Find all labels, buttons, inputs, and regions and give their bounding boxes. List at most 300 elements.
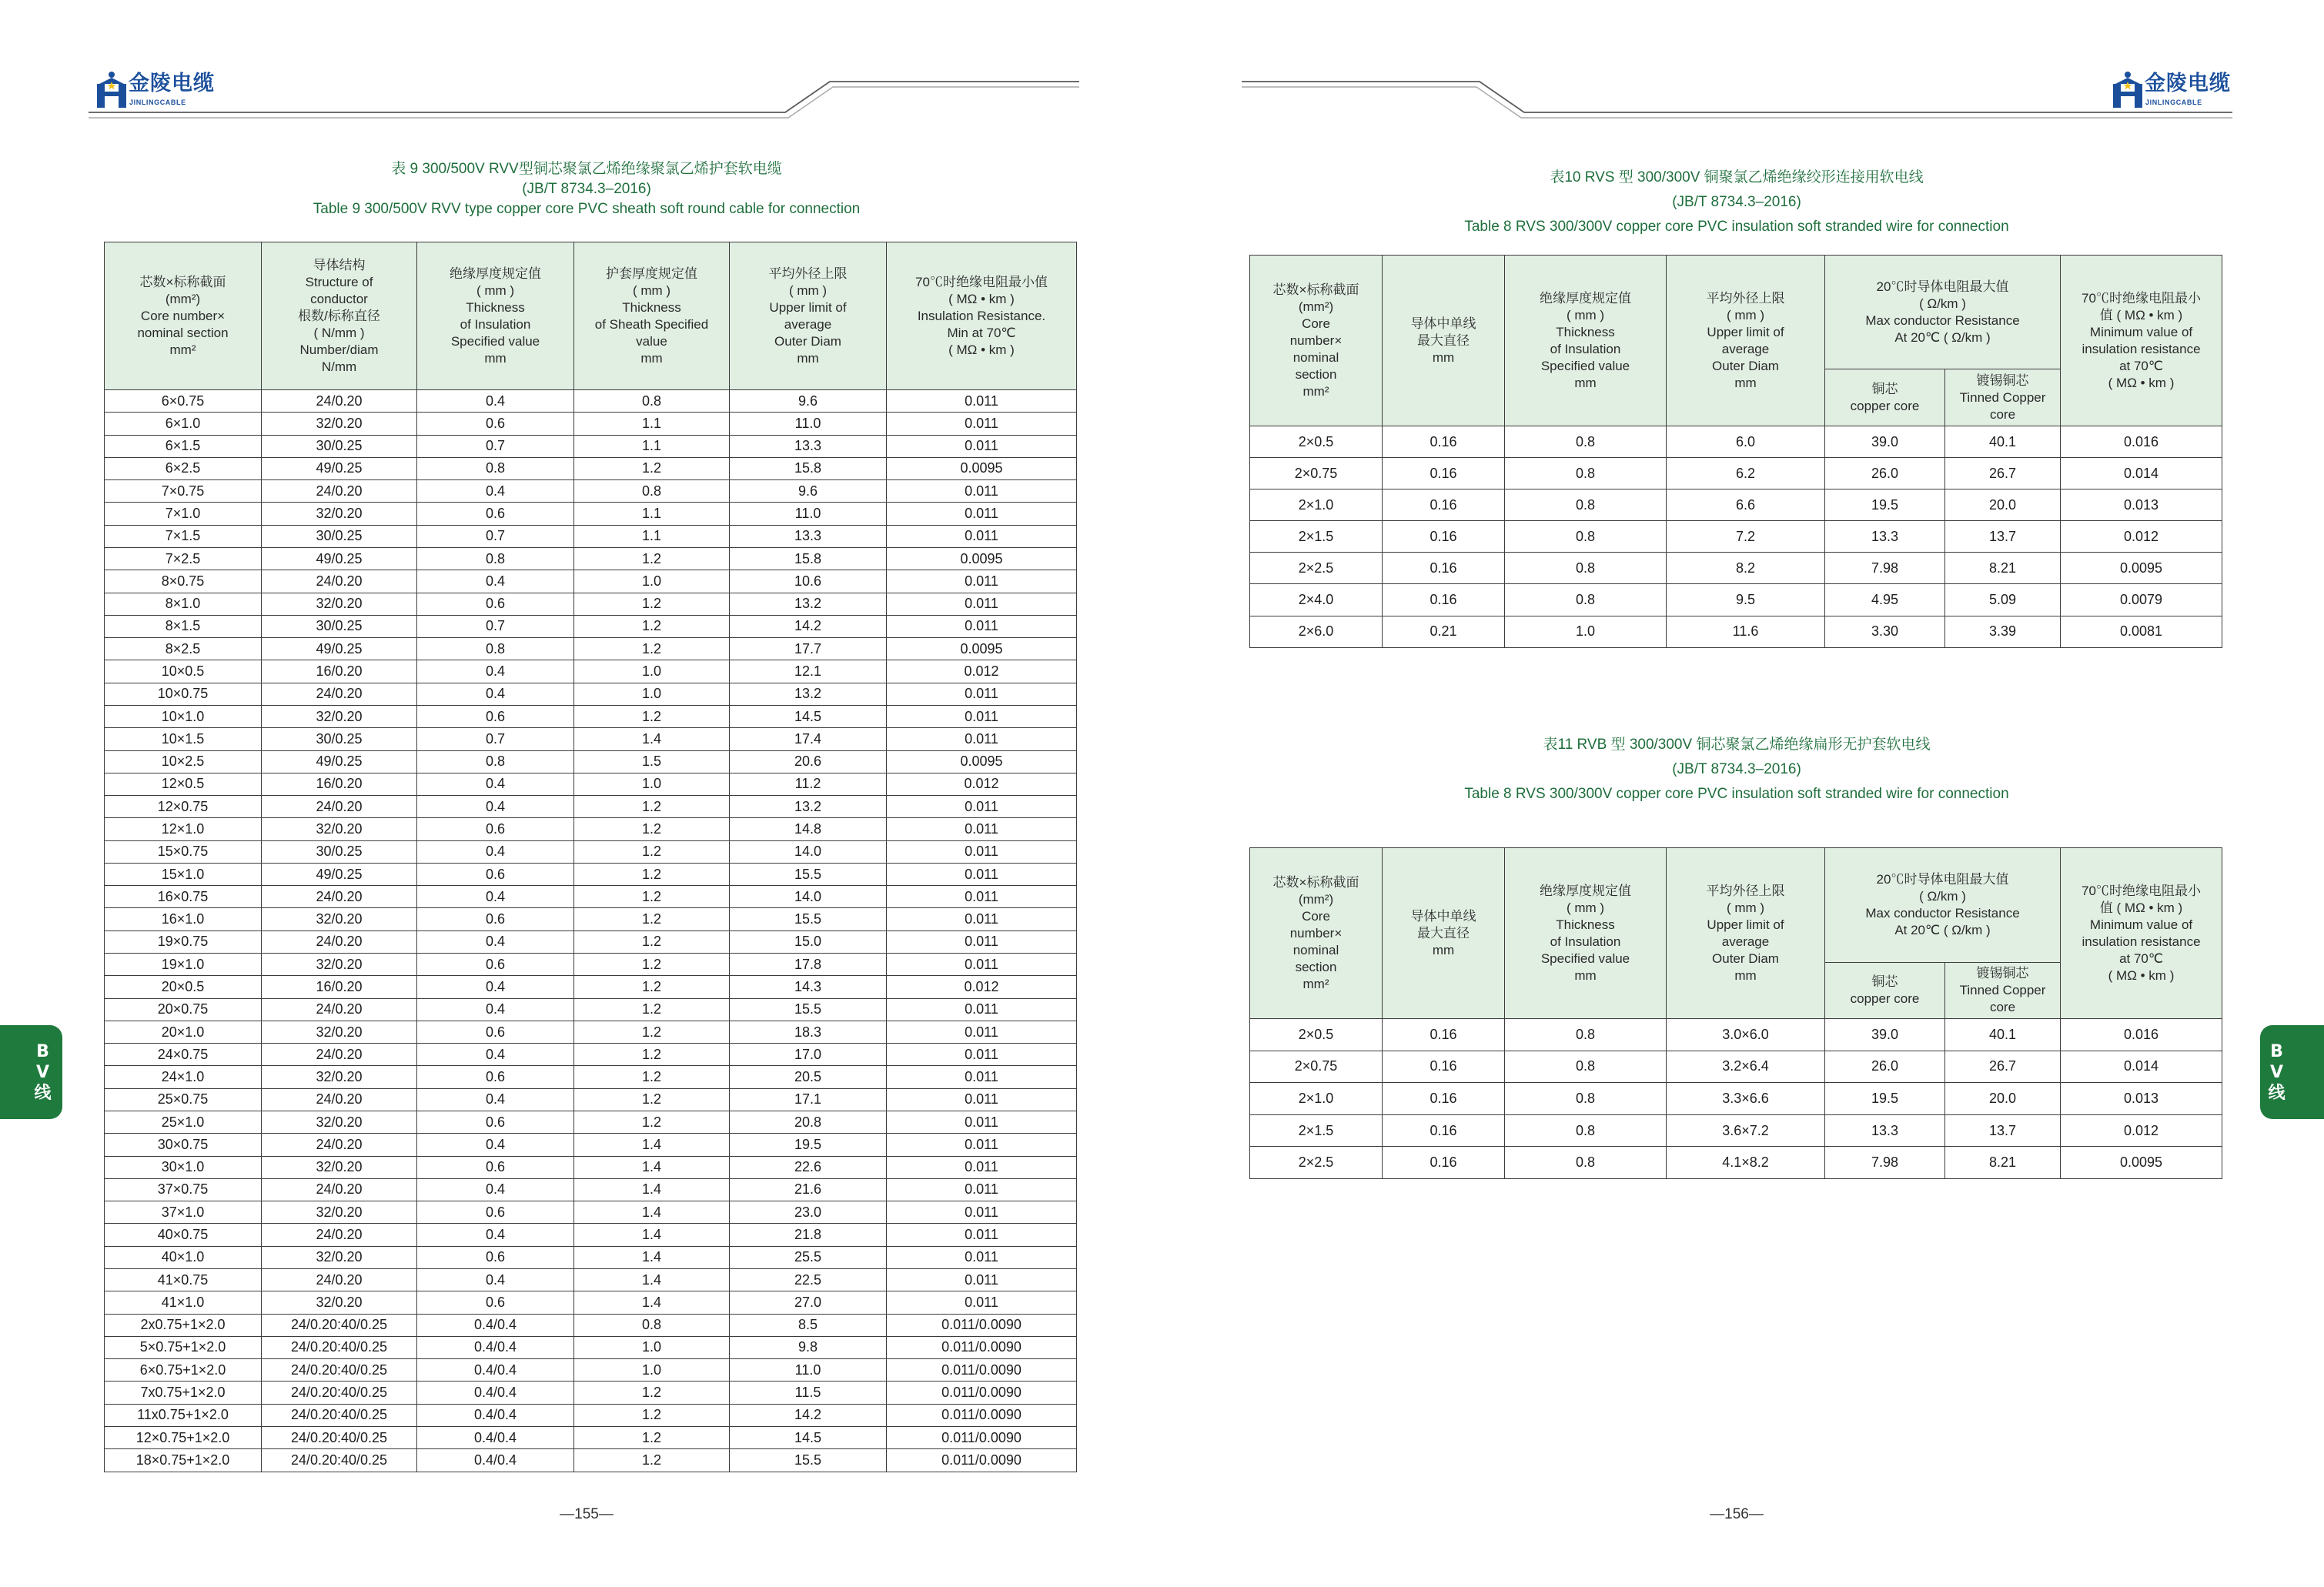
table-row <box>105 1336 1077 1358</box>
table-cell: 24/0.20 <box>262 1178 417 1201</box>
table-cell: 0.4 <box>417 886 574 908</box>
table-cell: 0.8 <box>417 750 574 773</box>
table-cell: 0.011 <box>887 480 1077 503</box>
table-cell: 7×1.0 <box>105 503 262 525</box>
header-line: Thickness <box>1556 917 1615 932</box>
table-cell: 2×2.5 <box>1250 1147 1383 1179</box>
table-cell: 14.2 <box>730 1404 887 1426</box>
header-line: nominal section <box>137 325 229 340</box>
table-cell: 0.011 <box>887 886 1077 908</box>
table-cell: 2×2.5 <box>1250 553 1383 584</box>
table-header-cell <box>1505 256 1667 426</box>
table-cell: 15.8 <box>730 457 887 479</box>
table-cell: 0.21 <box>1383 616 1505 647</box>
table-cell: 19.5 <box>730 1134 887 1156</box>
table-cell: 1.4 <box>574 1156 730 1178</box>
table-head <box>105 242 1077 390</box>
table-row <box>105 435 1077 457</box>
table-row <box>105 1111 1077 1134</box>
header-line: 镀锡铜芯 <box>1976 373 2029 388</box>
table-cell: 3.2×6.4 <box>1667 1051 1825 1083</box>
title-standard: (JB/T 8734.3–2016) <box>1672 194 1801 210</box>
header-line: number× <box>1289 332 1343 348</box>
table-cell: 11.0 <box>730 413 887 435</box>
table-cell: 20×0.5 <box>105 976 262 998</box>
table-cell: 0.4 <box>417 1044 574 1066</box>
header-line: Outer Diam <box>1712 358 1779 373</box>
table-cell: 1.0 <box>574 683 730 705</box>
table-cell: 8×0.75 <box>105 570 262 593</box>
table-cell: 0.014 <box>2061 1051 2222 1083</box>
header-line: 20℃时导体电阻最大值 <box>1876 872 2009 887</box>
table-cell: 6×0.75 <box>105 390 262 413</box>
table-cell: 26.7 <box>1945 458 2061 489</box>
table-cell: 0.8 <box>1505 584 1667 616</box>
table-cell: 14.3 <box>730 976 887 998</box>
table-cell: 0.011 <box>887 796 1077 818</box>
table-row <box>105 954 1077 976</box>
table-row <box>105 480 1077 503</box>
table-cell: 0.4 <box>417 1224 574 1246</box>
table-cell: 24/0.20 <box>262 480 417 503</box>
header-line: Structure of <box>305 274 373 289</box>
table-cell: 30×0.75 <box>105 1134 262 1156</box>
table-row <box>105 1426 1077 1448</box>
table-row <box>105 886 1077 908</box>
table-row <box>1250 1114 2222 1147</box>
table-header-cell <box>1825 256 2061 369</box>
table-cell: 1.4 <box>574 1201 730 1224</box>
table-cell: 0.013 <box>2061 489 2222 521</box>
table-cell: 2x0.75+1×2.0 <box>105 1314 262 1336</box>
table-cell: 0.16 <box>1383 1019 1505 1051</box>
table-cell: 26.7 <box>1945 1051 2061 1083</box>
table-cell: 0.8 <box>1505 1019 1667 1051</box>
header-line: conductor <box>310 291 368 306</box>
side-tab-letter: 线 <box>2268 1083 2286 1103</box>
table-cell: 2×1.0 <box>1250 489 1383 521</box>
table-cell: 0.011/0.0090 <box>887 1314 1077 1336</box>
table-cell: 0.011 <box>887 1268 1077 1291</box>
table-cell: 3.3×6.6 <box>1667 1083 1825 1115</box>
header-line: ( Ω/km ) <box>1919 889 1966 904</box>
table-cell: 0.011 <box>887 998 1077 1021</box>
table-cell: 0.16 <box>1383 1051 1505 1083</box>
table-cell: 0.8 <box>1505 521 1667 553</box>
table-cell: 20×0.75 <box>105 998 262 1021</box>
table-cell: 40.1 <box>1945 1019 2061 1051</box>
table-cell: 24×1.0 <box>105 1066 262 1088</box>
table-cell: 0.4/0.4 <box>417 1382 574 1404</box>
table-cell: 32/0.20 <box>262 503 417 525</box>
table-cell: 32/0.20 <box>262 908 417 930</box>
table-cell: 7×2.5 <box>105 547 262 570</box>
table-cell: 24/0.20 <box>262 886 417 908</box>
side-tab-letter: V <box>35 1062 50 1082</box>
header-line: at 70℃ <box>2119 951 2163 966</box>
table-cell: 0.4/0.4 <box>417 1426 574 1448</box>
table-cell: 30×1.0 <box>105 1156 262 1178</box>
table-cell: 20.0 <box>1945 489 2061 521</box>
table-header-row <box>1250 848 2222 963</box>
table-cell: 7×0.75 <box>105 480 262 503</box>
table-cell: 20.0 <box>1945 1083 2061 1115</box>
table-cell: 0.6 <box>417 1156 574 1178</box>
table-cell: 0.011 <box>887 705 1077 727</box>
table-cell: 2×6.0 <box>1250 616 1383 647</box>
table-cell: 0.8 <box>1505 1083 1667 1115</box>
table-cell: 8.21 <box>1945 553 2061 584</box>
brand-name-en: JINLINGCABLE <box>2145 99 2202 106</box>
table-cell: 0.012 <box>887 773 1077 795</box>
table-cell: 16/0.20 <box>262 773 417 795</box>
table-cell: 0.6 <box>417 1291 574 1314</box>
header-line: Number/diam <box>299 342 379 357</box>
table-cell: 1.0 <box>574 570 730 593</box>
table-cell: 1.2 <box>574 1382 730 1404</box>
header-line: ( MΩ • km ) <box>948 342 1015 357</box>
table-cell: 13.3 <box>1825 521 1945 553</box>
table-cell: 0.16 <box>1383 584 1505 616</box>
table-cell: 49/0.25 <box>262 863 417 885</box>
table-cell: 24/0.20:40/0.25 <box>262 1404 417 1426</box>
table-cell: 7x0.75+1×2.0 <box>105 1382 262 1404</box>
table-cell: 7.98 <box>1825 1147 1945 1179</box>
header-line: Thickness <box>622 299 681 315</box>
table-cell: 14.5 <box>730 705 887 727</box>
table-cell: 0.6 <box>417 1066 574 1088</box>
table-cell: 1.4 <box>574 1291 730 1314</box>
table-cell: 0.0095 <box>887 457 1077 479</box>
table-cell: 15.5 <box>730 863 887 885</box>
table-cell: 0.011 <box>887 1201 1077 1224</box>
header-line: Upper limit of <box>769 299 847 315</box>
table-cell: 24/0.20 <box>262 930 417 953</box>
header-line: Core <box>1302 316 1330 331</box>
table-cell: 1.4 <box>574 1224 730 1246</box>
header-line: mm² <box>1302 383 1329 399</box>
table-cell: 0.16 <box>1383 458 1505 489</box>
header-rule-line <box>1242 82 2232 112</box>
header-line: section <box>1295 366 1337 382</box>
table-cell: 16/0.20 <box>262 660 417 683</box>
header-line: of Insulation <box>1550 934 1621 949</box>
table-row <box>1250 458 2222 489</box>
table-row <box>105 525 1077 547</box>
table-cell: 0.16 <box>1383 521 1505 553</box>
table-cell: 0.011 <box>887 1021 1077 1043</box>
header-line: Minimum value of <box>2089 324 2193 339</box>
table-row <box>1250 489 2222 521</box>
header-line: 平均外径上限 <box>1706 883 1785 898</box>
table-cell: 0.4 <box>417 773 574 795</box>
table-header-cell <box>1667 256 1825 426</box>
header-line: mm <box>1432 942 1455 957</box>
brand-name-cn: 金陵电缆 <box>2145 72 2231 95</box>
table-cell: 21.8 <box>730 1224 887 1246</box>
table-row <box>105 1044 1077 1066</box>
header-line: mm <box>484 350 507 366</box>
header-line: At 20℃ ( Ω/km ) <box>1894 329 1991 345</box>
table-cell: 17.4 <box>730 728 887 750</box>
table-cell: 0.8 <box>1505 426 1667 458</box>
table-cell: 1.4 <box>574 1246 730 1268</box>
table-cell: 24/0.20 <box>262 1134 417 1156</box>
table-cell: 30/0.25 <box>262 525 417 547</box>
table-cell: 10×0.5 <box>105 660 262 683</box>
header-line: mm <box>640 350 663 366</box>
table-cell: 20×1.0 <box>105 1021 262 1043</box>
header-line: ( MΩ • km ) <box>2108 967 2175 983</box>
table-cell: 0.0095 <box>2061 553 2222 584</box>
table-cell: 24/0.20:40/0.25 <box>262 1314 417 1336</box>
table-row <box>105 593 1077 615</box>
table-cell: 6×0.75+1×2.0 <box>105 1359 262 1382</box>
rvs-spec-table <box>1249 255 2222 648</box>
table-cell: 12×1.0 <box>105 818 262 840</box>
table-cell: 8×1.5 <box>105 615 262 637</box>
table-cell: 24/0.20:40/0.25 <box>262 1336 417 1358</box>
table-row <box>1250 426 2222 458</box>
table-cell: 0.011 <box>887 683 1077 705</box>
header-line: mm <box>797 350 819 366</box>
table-cell: 0.4 <box>417 1134 574 1156</box>
table-cell: 0.011 <box>887 930 1077 953</box>
table-cell: 1.2 <box>574 1449 730 1472</box>
table-row <box>105 1246 1077 1268</box>
table-cell: 0.016 <box>2061 1019 2222 1051</box>
table-head <box>1250 256 2222 426</box>
table-cell: 14.0 <box>730 840 887 863</box>
table-cell: 39.0 <box>1825 426 1945 458</box>
table-cell: 1.5 <box>574 750 730 773</box>
table-row <box>105 705 1077 727</box>
table-cell: 16×0.75 <box>105 886 262 908</box>
table-cell: 1.0 <box>574 660 730 683</box>
header-line: mm <box>1734 967 1757 983</box>
table-cell: 1.2 <box>574 1426 730 1448</box>
table-cell: 0.012 <box>2061 521 2222 553</box>
table-header-cell <box>1945 963 2061 1019</box>
table-cell: 26.0 <box>1825 458 1945 489</box>
side-tab-letter: B <box>36 1041 49 1061</box>
table-header-cell <box>730 242 887 390</box>
table-cell: 10×2.5 <box>105 750 262 773</box>
table-cell: 0.011 <box>887 390 1077 413</box>
header-line: mm² <box>1302 976 1329 991</box>
table-cell: 1.1 <box>574 435 730 457</box>
table-cell: 0.011 <box>887 1066 1077 1088</box>
table-row <box>105 660 1077 683</box>
table-cell: 0.4/0.4 <box>417 1314 574 1336</box>
table-cell: 23.0 <box>730 1201 887 1224</box>
table-cell: 0.8 <box>574 480 730 503</box>
table-cell: 0.011 <box>887 1044 1077 1066</box>
header-line: 值 ( MΩ • km ) <box>2099 307 2183 322</box>
table-header-cell <box>1250 848 1383 1019</box>
table-row <box>1250 584 2222 616</box>
page-number: —156— <box>1710 1506 1764 1522</box>
table-cell: 41×0.75 <box>105 1268 262 1291</box>
table-cell: 15.5 <box>730 1449 887 1472</box>
rvv-spec-table <box>104 242 1077 1472</box>
table-cell: 0.16 <box>1383 426 1505 458</box>
table-cell: 0.0081 <box>2061 616 2222 647</box>
table-cell: 39.0 <box>1825 1019 1945 1051</box>
table-row <box>1250 553 2222 584</box>
table-cell: 19×0.75 <box>105 930 262 953</box>
table-cell: 1.2 <box>574 930 730 953</box>
table-cell: 1.2 <box>574 1111 730 1134</box>
table-body <box>1250 1019 2222 1179</box>
title-cn: 表11 RVB 型 300/300V 铜芯聚氯乙烯绝缘扁形无护套软电线 <box>1543 737 1931 753</box>
header-line: Core number× <box>140 308 226 323</box>
table-row <box>105 615 1077 637</box>
table-cell: 2×1.5 <box>1250 521 1383 553</box>
table-cell: 17.7 <box>730 638 887 660</box>
table-cell: 24/0.20 <box>262 1224 417 1246</box>
table-cell: 0.8 <box>1505 458 1667 489</box>
table-row <box>105 1224 1077 1246</box>
header-line: 芯数×标称截面 <box>139 274 226 289</box>
table-cell: 7.98 <box>1825 553 1945 584</box>
header-line: Insulation Resistance. <box>917 308 1046 323</box>
table-row <box>105 773 1077 795</box>
table-row <box>105 750 1077 773</box>
table-cell: 26.0 <box>1825 1051 1945 1083</box>
table-cell: 0.4/0.4 <box>417 1359 574 1382</box>
table-cell: 0.0095 <box>887 547 1077 570</box>
header-line: copper core <box>1850 991 1920 1006</box>
header-line: ( mm ) <box>1566 900 1605 915</box>
header-line: 护套厚度规定值 <box>606 266 697 281</box>
table-cell: 0.011/0.0090 <box>887 1336 1077 1358</box>
table-cell: 6×1.5 <box>105 435 262 457</box>
table-cell: 13.3 <box>1825 1114 1945 1147</box>
header-line: ( mm ) <box>476 282 515 298</box>
header-line: number× <box>1289 925 1343 941</box>
table-cell: 0.4 <box>417 930 574 953</box>
table-row <box>105 1449 1077 1472</box>
header-line: ( mm ) <box>788 282 828 298</box>
table-row <box>105 1382 1077 1404</box>
table-cell: 8.2 <box>1667 553 1825 584</box>
section-side-tab <box>0 1025 62 1119</box>
table-cell: 32/0.20 <box>262 818 417 840</box>
table-cell: 0.6 <box>417 1246 574 1268</box>
brand-logo <box>96 71 219 109</box>
table-cell: 0.7 <box>417 728 574 750</box>
header-line: ( N/mm ) <box>313 325 365 340</box>
table-cell: 0.014 <box>2061 458 2222 489</box>
table-cell: 0.011/0.0090 <box>887 1404 1077 1426</box>
table-cell: 0.011 <box>887 1178 1077 1201</box>
table-row <box>105 1291 1077 1314</box>
table-row <box>105 840 1077 863</box>
table-cell: 0.6 <box>417 863 574 885</box>
table-cell: 0.011 <box>887 1224 1077 1246</box>
header-line: Min at 70℃ <box>947 325 1016 340</box>
table-head <box>1250 848 2222 1019</box>
header-line: 芯数×标称截面 <box>1272 874 1359 890</box>
table-cell: 32/0.20 <box>262 1156 417 1178</box>
table-cell: 0.011 <box>887 954 1077 976</box>
table-header-cell <box>2061 848 2222 1019</box>
table-cell: 1.0 <box>1505 616 1667 647</box>
header-line: Thickness <box>1556 324 1615 339</box>
table-cell: 0.16 <box>1383 1083 1505 1115</box>
header-line: nominal <box>1292 942 1339 957</box>
header-line: ( mm ) <box>632 282 671 298</box>
table-cell: 17.8 <box>730 954 887 976</box>
table-cell: 0.4 <box>417 660 574 683</box>
table-row <box>105 976 1077 998</box>
header-line: ( MΩ • km ) <box>948 291 1015 306</box>
table-cell: 17.1 <box>730 1088 887 1111</box>
table-cell: 0.011 <box>887 1134 1077 1156</box>
table-header-cell <box>417 242 574 390</box>
table-header-cell <box>2061 256 2222 426</box>
table-cell: 5.09 <box>1945 584 2061 616</box>
table-row <box>105 863 1077 885</box>
table-header-cell <box>1383 848 1505 1019</box>
header-line: 导体中单线 <box>1410 316 1476 331</box>
header-rule-line <box>89 82 1079 112</box>
table-cell: 1.0 <box>574 773 730 795</box>
table-row <box>105 457 1077 479</box>
table-row <box>105 908 1077 930</box>
table-cell: 14.0 <box>730 886 887 908</box>
table-cell: 13.3 <box>730 435 887 457</box>
table-cell: 12.1 <box>730 660 887 683</box>
table-row <box>105 413 1077 435</box>
table-cell: 0.4 <box>417 1178 574 1201</box>
table-cell: 1.1 <box>574 525 730 547</box>
table-cell: 0.011 <box>887 728 1077 750</box>
table-cell: 32/0.20 <box>262 1021 417 1043</box>
header-line: Max conductor Resistance <box>1865 906 2020 920</box>
table-row <box>105 547 1077 570</box>
table-cell: 0.6 <box>417 908 574 930</box>
header-line: 铜芯 <box>1871 381 1898 396</box>
header-line: insulation resistance <box>2082 934 2201 949</box>
header-line: section <box>1295 959 1337 974</box>
table-cell: 1.4 <box>574 1268 730 1291</box>
table-cell: 1.2 <box>574 863 730 885</box>
header-line: 镀锡铜芯 <box>1976 966 2029 981</box>
header-line: mm <box>1574 375 1597 390</box>
table-cell: 0.6 <box>417 593 574 615</box>
table-cell: 1.2 <box>574 818 730 840</box>
table-cell: 9.5 <box>1667 584 1825 616</box>
header-line: Specified value <box>1540 951 1630 966</box>
header-line: 平均外径上限 <box>1706 290 1785 306</box>
table-row <box>105 570 1077 593</box>
header-line: of Insulation <box>1550 341 1621 356</box>
table-cell: 0.011/0.0090 <box>887 1449 1077 1472</box>
table-row <box>105 1088 1077 1111</box>
header-line: (mm²) <box>1298 891 1334 907</box>
table-row <box>1250 1051 2222 1083</box>
table-cell: 0.16 <box>1383 553 1505 584</box>
header-line: Specified value <box>450 333 540 349</box>
table-row <box>105 1134 1077 1156</box>
table-cell: 0.011 <box>887 435 1077 457</box>
table-cell: 24/0.20 <box>262 683 417 705</box>
side-tab-letter: 线 <box>34 1083 52 1103</box>
table-cell: 0.4 <box>417 390 574 413</box>
title-en: Table 8 RVS 300/300V copper core PVC insulation soft stranded wire for connection <box>1464 219 2009 235</box>
